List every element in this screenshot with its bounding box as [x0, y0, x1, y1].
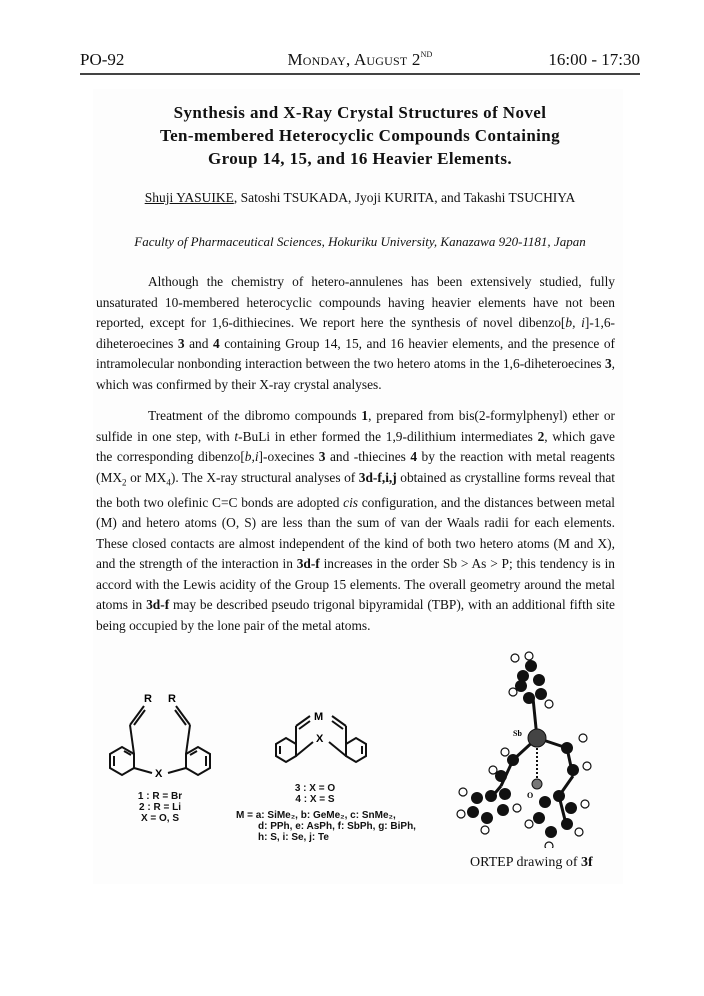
r-label: R — [144, 693, 152, 705]
session-day: Monday, August 2ND — [287, 50, 433, 69]
ortep-caption: ORTEP drawing of 3f — [470, 855, 593, 870]
paragraph-2: Treatment of the dibromo compounds 1, prepared from bis(2-formylphenyl) ether or sulfide in one step, with t-BuLi in ether formed the 1,9-dilithium intermediates 2, which gave the corresponding dibenzo[b,i]-oxecines 3 and -thiecines 4 by the reaction with metal reagents ($MX_2$ or $MX_4$). The X-ray structural analyses of 3d-f,i,j obtained as crystalline forms reveal that the both two olefinic C=C bonds are adopted cis configuration, and the distances between metal (M) and hetero atoms (O, S) are less than the sum of van der Waals radii for each elements. These closed contacts are almost independent of the kind of both two hetero atoms (M and X), and the strength of the interaction in 3d-f increases in the order Sb > As > P; this tendency is in accord with the Lewis acidity of the Group 15 elements. The overall geometry around the metal atoms in 3d-f may be described pseudo trigonal bipyramidal (TBP), with an additional fifth site being occupied by the lone pair of the metal atoms. — [96, 408, 615, 633]
structure-3-4-legend: 3 : X = O 4 : X = S — [294, 783, 336, 805]
presenting-author: Shuji YASUIKE — [144, 190, 234, 205]
o-atom-label: O — [527, 791, 534, 800]
structure-3-4 — [268, 700, 378, 775]
m-label: M — [314, 711, 324, 723]
author-list: Shuji YASUIKE, Satoshi TSUKADA, Jyoji KURITA, and Takashi TSUCHIYA — [144, 190, 576, 205]
r-label: R — [168, 693, 176, 705]
affiliation: Faculty of Pharmaceutical Sciences, Hokuriku University, Kanazawa 920-1181, Japan — [134, 234, 586, 249]
running-header — [80, 50, 640, 72]
ortep-drawing — [455, 648, 615, 848]
session-time: 16:00 - 17:30 — [548, 50, 640, 69]
paper-title: Synthesis and X-Ray Crystal Structures of Novel Ten-membered Heterocyclic Compounds Containing Group 14, 15, and 16 Heavier Elements. — [159, 103, 561, 168]
structure-1-2-legend: 1 : R = Br 2 : R = Li X = O, S — [137, 791, 183, 824]
poster-code: PO-92 — [80, 50, 125, 69]
sb-atom-label: Sb — [513, 729, 522, 738]
x-label: X — [155, 768, 163, 780]
x-label: X — [316, 733, 324, 745]
paragraph-1: Although the chemistry of hetero-annulenes has been extensively studied, fully unsaturated 10-membered heterocyclic compounds having heavier elements have not been reported, except for 1,6-dithiecines. We report here the synthesis of novel dibenzo[b, i]-1,6-diheteroecines 3 and 4 containing Group 14, 15, and 16 heavier elements, and the presence of intramolecular nonbonding interaction between the two hetero atoms in the 1,6-diheteroecines 3, which was confirmed by their X-ray crystal analyses. — [96, 274, 616, 392]
header-rule — [80, 73, 640, 75]
structure-1-2 — [100, 680, 220, 785]
metal-key: M = a: SiMe₂, b: GeMe₂, c: SnMe₂, d: PPh, e: AsPh, f: SbPh, g: BiPh, h: S, i: Se, j: Te — [236, 810, 416, 843]
